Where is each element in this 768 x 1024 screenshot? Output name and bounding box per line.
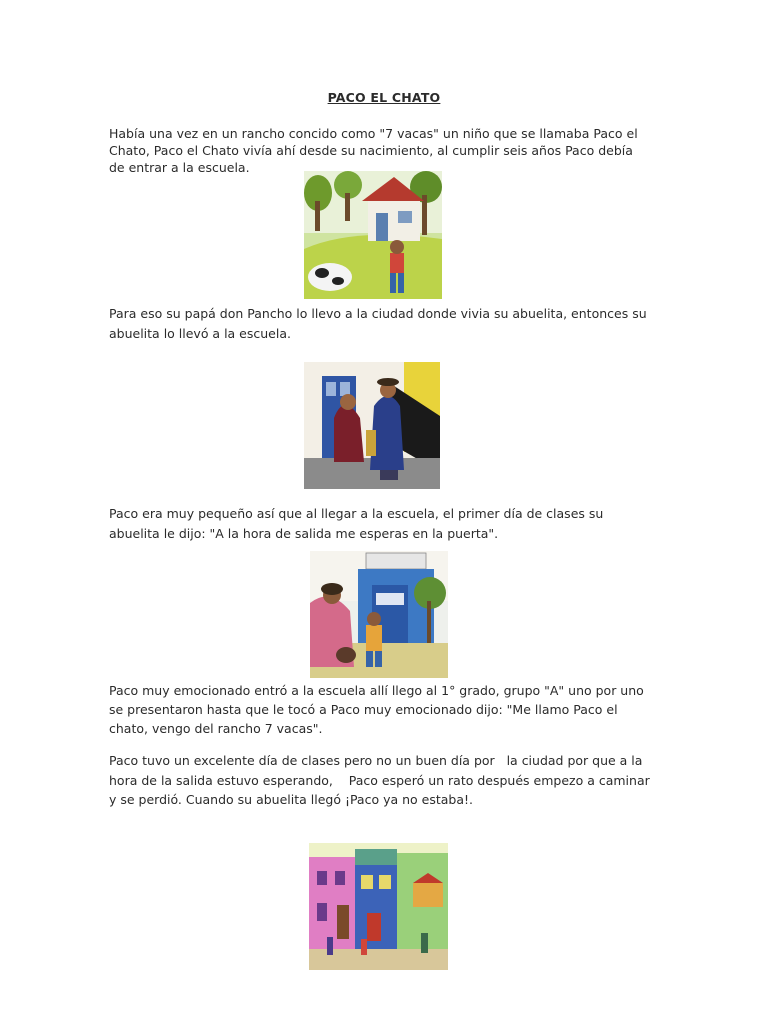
paragraph-line: chato, vengo del rancho 7 vacas". <box>109 721 323 736</box>
colorful-city-houses-illustration <box>309 843 448 970</box>
paragraph-line: hora de la salida estuvo esperando, Paco esperó un rato después empezo a caminar <box>109 772 650 788</box>
paragraph-line: abuelita le dijo: "A la hora de salida me esperas en la puerta". <box>109 525 499 541</box>
paragraph-line: Paco era muy pequeño así que al llegar a la escuela, el primer día de clases su <box>109 506 604 521</box>
paragraph-2 <box>109 304 669 343</box>
paragraph-line: Había una vez en un rancho concido como "7 vacas" un niño que se llamaba Paco el <box>109 126 638 141</box>
paragraph-line: Chato, Paco el Chato vivía ahí desde su nacimiento, al cumplir seis años Paco debía <box>109 143 633 158</box>
paragraph-4 <box>109 681 669 738</box>
paragraph-line: Paco muy emocionado entró a la escuela allí llego al 1° grado, grupo "A" uno por uno <box>109 683 644 698</box>
story-title: PACO EL CHATO <box>327 90 441 105</box>
paragraph-3 <box>109 504 669 543</box>
paragraph-1 <box>109 125 669 176</box>
paragraph-line: y se perdió. Cuando su abuelita llegó ¡Paco ya no estaba!. <box>109 792 474 807</box>
paragraph-5 <box>109 751 669 810</box>
school-door-illustration <box>310 551 448 678</box>
ranch-house-illustration <box>304 171 442 299</box>
paragraph-line: se presentaron hasta que le tocó a Paco muy emocionado dijo: "Me llamo Paco el <box>109 702 618 717</box>
paragraph-line: Para eso su papá don Pancho lo llevo a la ciudad donde vivia su abuelita, entonces su <box>109 306 647 321</box>
paragraph-line: abuelita lo llevó a la escuela. <box>109 325 291 341</box>
paragraph-line: de entrar a la escuela. <box>109 160 250 175</box>
city-street-grandmother-illustration <box>304 362 440 489</box>
paragraph-line: Paco tuvo un excelente día de clases pero no un buen día por la ciudad por que a la <box>109 753 643 768</box>
